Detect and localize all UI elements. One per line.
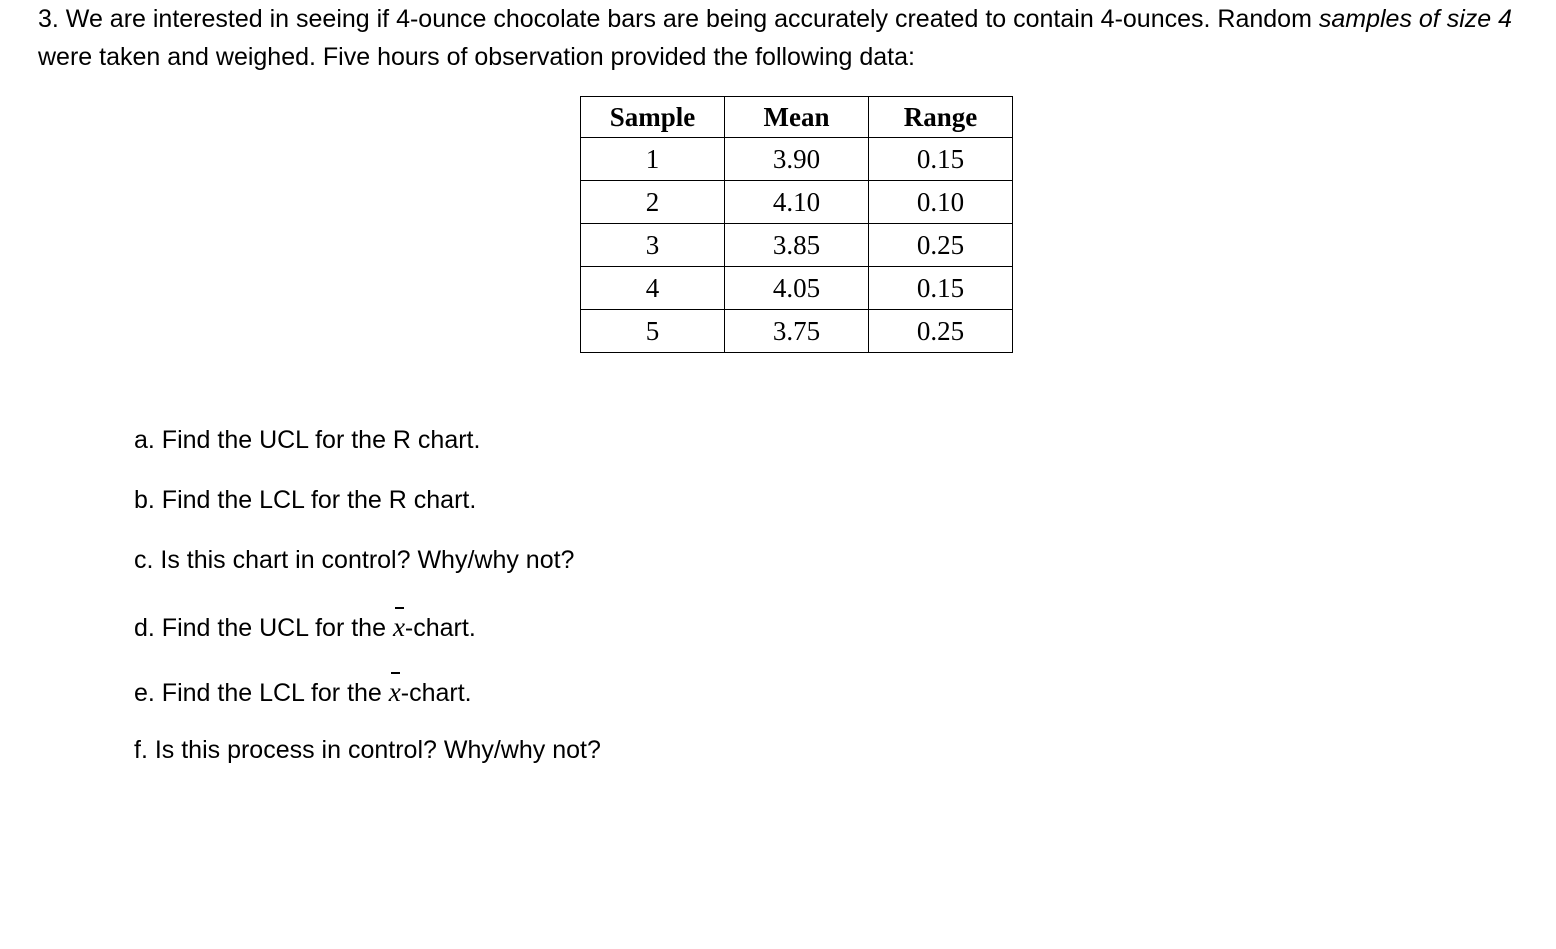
problem-text-italic: samples of size 4 <box>1318 5 1512 33</box>
problem-statement <box>38 0 1543 76</box>
cell-range: 0.25 <box>869 310 1013 353</box>
cell-mean: 4.05 <box>725 267 869 310</box>
question-d-suffix: -chart. <box>404 614 476 642</box>
cell-range: 0.15 <box>869 267 1013 310</box>
cell-range: 0.25 <box>869 224 1013 267</box>
cell-range: 0.15 <box>869 138 1013 181</box>
cell-sample: 5 <box>581 310 725 353</box>
table-row <box>581 181 1013 224</box>
problem-text-start: 3. We are interested in seeing if 4-ounce chocolate bars are being accurately created to contain 4-ounces. Random <box>38 5 1319 33</box>
question-c: c. Is this chart in control? Why/why not? <box>134 546 575 574</box>
cell-mean: 4.10 <box>725 181 869 224</box>
question-e <box>134 675 472 708</box>
problem-text-end: were taken and weighed. Five hours of observation provided the following data: <box>38 43 915 71</box>
x-bar-symbol: x <box>388 677 401 707</box>
question-a: a. Find the UCL for the R chart. <box>134 426 481 454</box>
question-d <box>134 610 476 643</box>
question-b: b. Find the LCL for the R chart. <box>134 486 477 514</box>
table-row <box>581 310 1013 353</box>
question-e-suffix: -chart. <box>400 679 472 707</box>
cell-mean: 3.85 <box>725 224 869 267</box>
cell-mean: 3.75 <box>725 310 869 353</box>
data-table <box>580 96 1013 353</box>
question-d-prefix: d. Find the UCL for the <box>134 614 393 642</box>
cell-sample: 1 <box>581 138 725 181</box>
cell-sample: 4 <box>581 267 725 310</box>
question-f: f. Is this process in control? Why/why not? <box>134 736 601 764</box>
table-row <box>581 267 1013 310</box>
table-row <box>581 138 1013 181</box>
x-bar-symbol: x <box>392 612 405 642</box>
header-range: Range <box>869 97 1013 138</box>
table-row <box>581 224 1013 267</box>
table-header-row <box>581 97 1013 138</box>
cell-sample: 2 <box>581 181 725 224</box>
cell-range: 0.10 <box>869 181 1013 224</box>
cell-mean: 3.90 <box>725 138 869 181</box>
cell-sample: 3 <box>581 224 725 267</box>
question-e-prefix: e. Find the LCL for the <box>134 679 389 707</box>
header-mean: Mean <box>725 97 869 138</box>
header-sample: Sample <box>581 97 725 138</box>
